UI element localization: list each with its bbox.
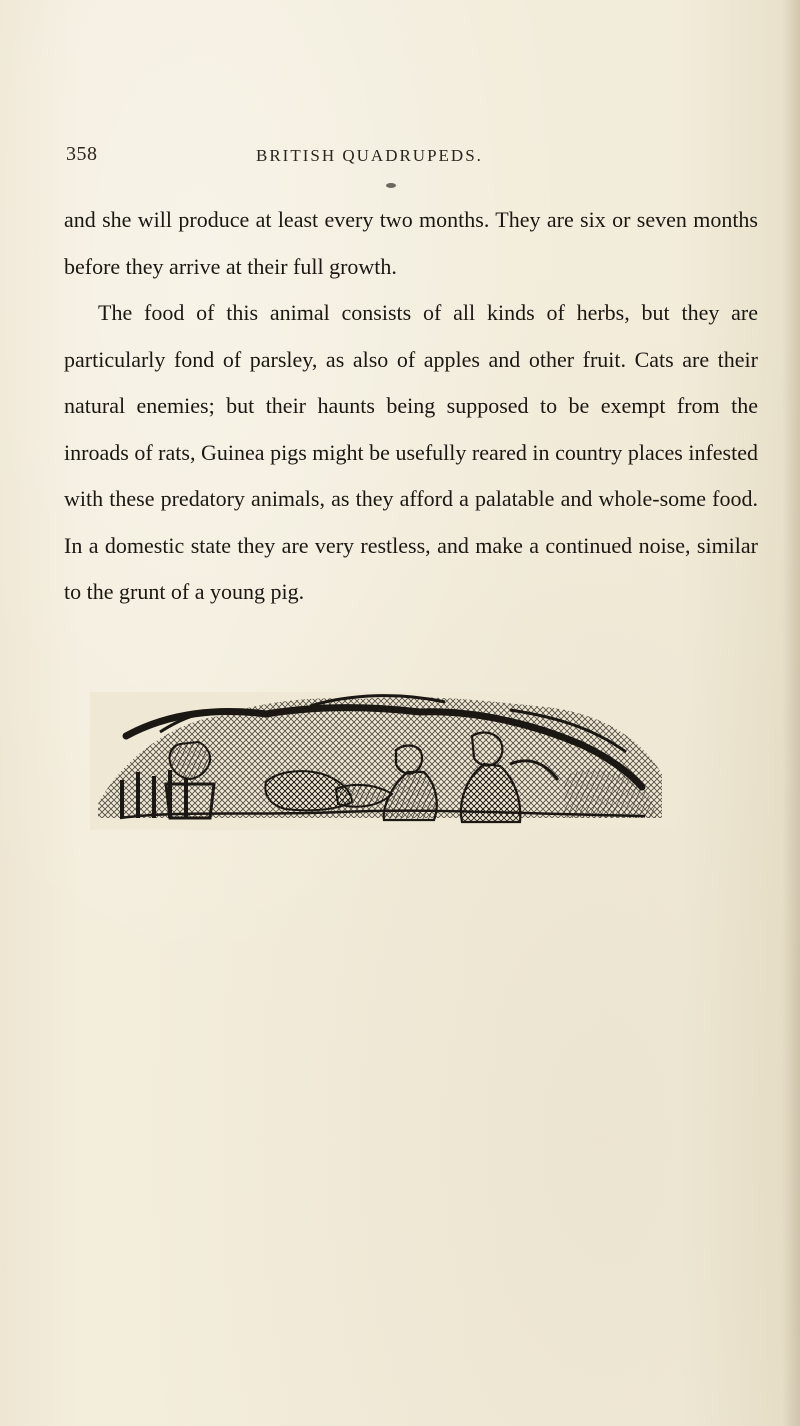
- paragraph-2: The food of this animal consists of all kinds of herbs, but they are particularly fond of parsley, as also of apples and other fruit. Cats are their natural enemies; but their haunts being supposed to be exempt from the inroads of rats, Guinea pigs might be usefully reared in country places infested with these predatory animals, as they afford a palatable and whole-some food. In a domestic state they are very restless, and make a continued noise, similar to the grunt of a young pig.: [64, 300, 758, 604]
- paragraph-1: and she will produce at least every two months. They are six or seven months before they arrive at their full growth.: [64, 207, 758, 279]
- running-title: BRITISH QUADRUPEDS.: [256, 146, 483, 165]
- main-text: [64, 197, 758, 616]
- page-edge-shadow: [782, 0, 800, 1426]
- header-ornament: [386, 183, 396, 188]
- woodcut-illustration: [90, 692, 676, 830]
- page-number: 358: [66, 143, 98, 165]
